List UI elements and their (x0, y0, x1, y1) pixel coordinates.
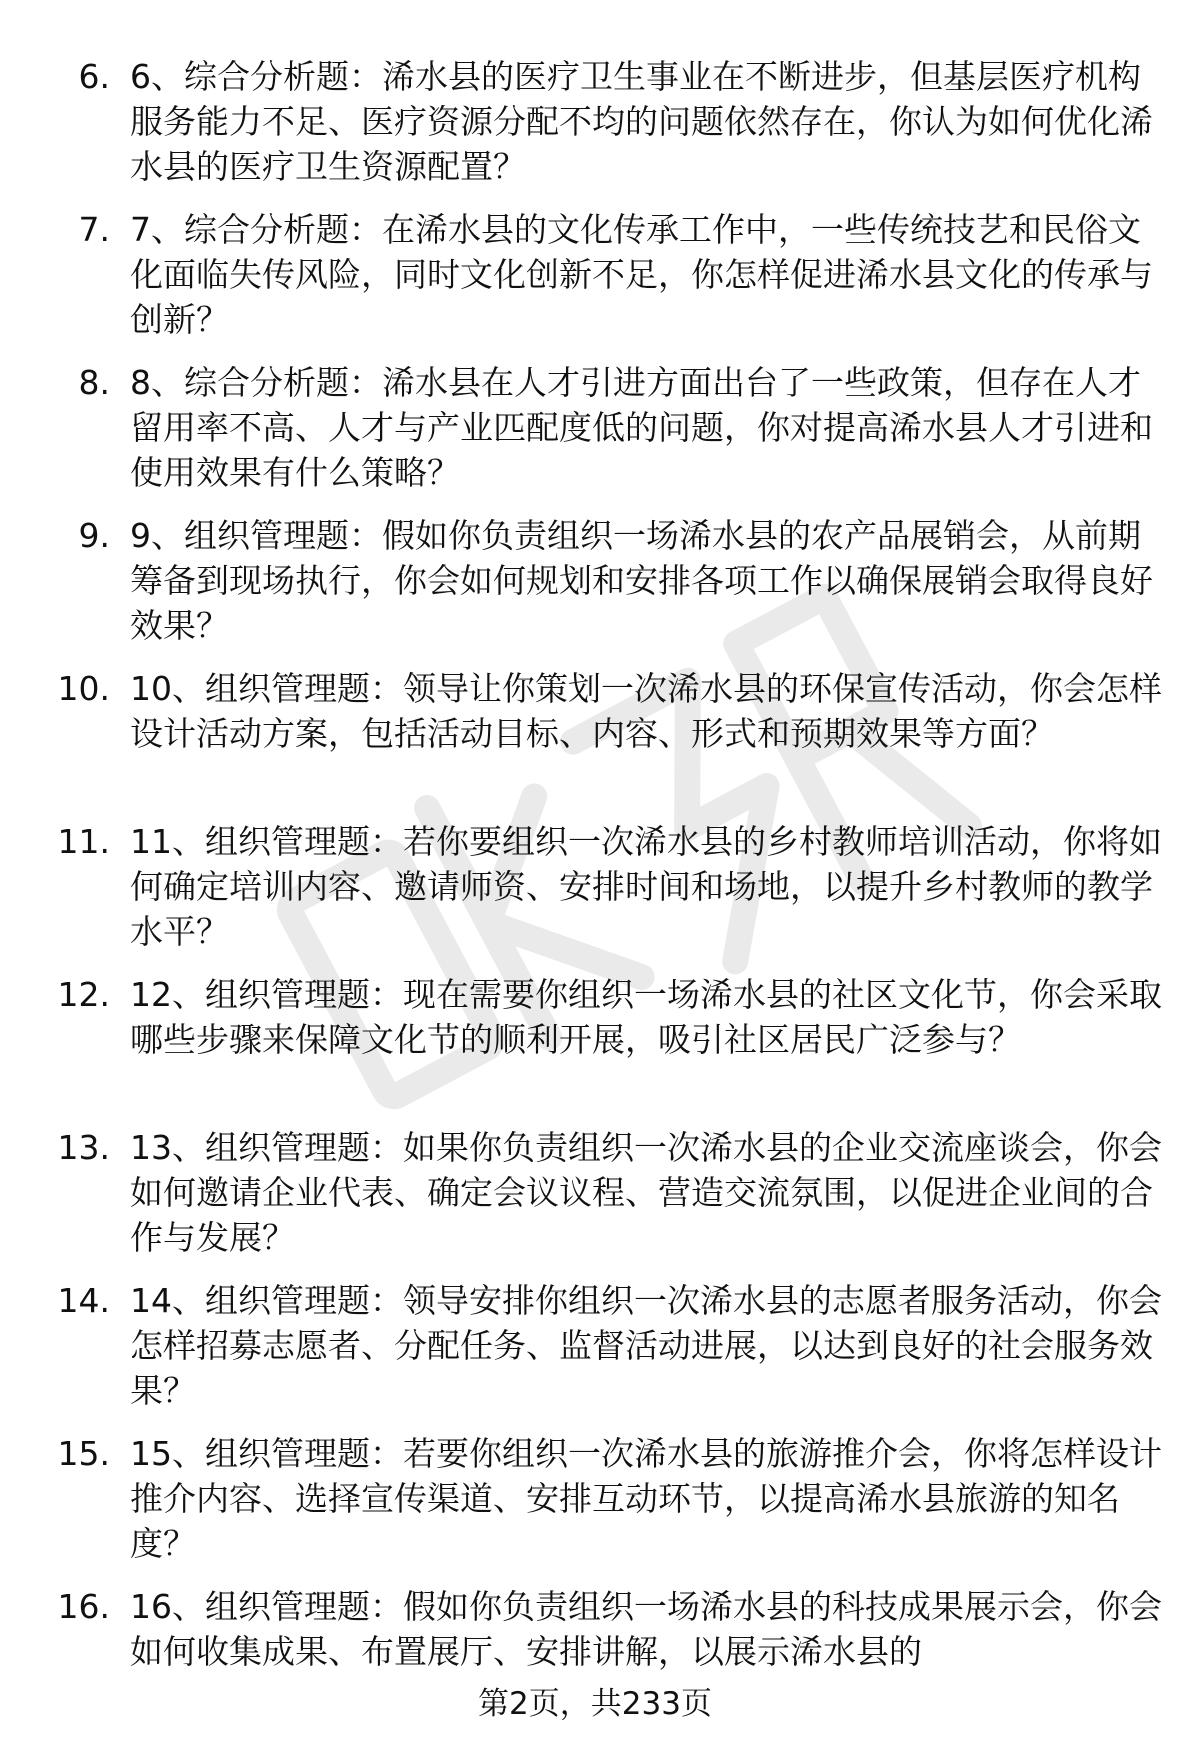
question-item (0, 819, 1190, 972)
question-number: 12. (57, 975, 110, 1014)
question-text: 13、组织管理题：如果你负责组织一次浠水县的企业交流座谈会，你会如何邀请企业代表、确定会议议程、营造交流氛围，以促进企业间的合作与发展？ (130, 1128, 1162, 1257)
page-footer: 第2页，共233页 (478, 1686, 712, 1722)
question-number: 11. (57, 822, 110, 861)
question-item (0, 207, 1190, 360)
question-number: 13. (57, 1128, 110, 1167)
question-text: 12、组织管理题：现在需要你组织一场浠水县的社区文化节，你会采取哪些步骤来保障文化节的顺利开展，吸引社区居民广泛参与？ (130, 975, 1162, 1059)
question-text: 11、组织管理题：若你要组织一次浠水县的乡村教师培训活动，你将如何确定培训内容、邀请师资、安排时间和场地，以提升乡村教师的教学水平？ (130, 822, 1162, 951)
question-text: 6、综合分析题：浠水县的医疗卫生事业在不断进步，但基层医疗机构服务能力不足、医疗资源分配不均的问题依然存在，你认为如何优化浠水县的医疗卫生资源配置？ (130, 57, 1153, 186)
question-text: 15、组织管理题：若要你组织一次浠水县的旅游推介会，你将怎样设计推介内容、选择宣传渠道、安排互动环节，以提高浠水县旅游的知名度？ (130, 1434, 1162, 1563)
question-text: 10、组织管理题：领导让你策划一次浠水县的环保宣传活动，你会怎样设计活动方案，包括活动目标、内容、形式和预期效果等方面？ (130, 669, 1162, 753)
question-text: 14、组织管理题：领导安排你组织一次浠水县的志愿者服务活动，你会怎样招募志愿者、分配任务、监督活动进展，以达到良好的社会服务效果？ (130, 1281, 1162, 1410)
question-number: 6. (78, 57, 110, 96)
question-text: 7、综合分析题：在浠水县的文化传承工作中，一些传统技艺和民俗文化面临失传风险，同时文化创新不足，你怎样促进浠水县文化的传承与创新？ (130, 210, 1153, 339)
question-item (0, 1125, 1190, 1278)
question-item (0, 666, 1190, 819)
question-number: 10. (57, 669, 110, 708)
question-list (0, 54, 1190, 1737)
question-text: 16、组织管理题：假如你负责组织一场浠水县的科技成果展示会，你会如何收集成果、布置展厅、安排讲解，以展示浠水县的 (130, 1587, 1162, 1671)
question-item (0, 1278, 1190, 1431)
question-item (0, 513, 1190, 666)
question-item (0, 54, 1190, 207)
question-text: 9、组织管理题：假如你负责组织一场浠水县的农产品展销会，从前期筹备到现场执行，你会如何规划和安排各项工作以确保展销会取得良好效果？ (130, 516, 1153, 645)
question-number: 9. (78, 516, 110, 555)
question-number: 15. (57, 1434, 110, 1473)
question-item (0, 972, 1190, 1125)
question-text: 8、综合分析题：浠水县在人才引进方面出台了一些政策，但存在人才留用率不高、人才与产业匹配度低的问题，你对提高浠水县人才引进和使用效果有什么策略？ (130, 363, 1153, 492)
question-number: 7. (78, 210, 110, 249)
question-number: 8. (78, 363, 110, 402)
question-item (0, 360, 1190, 513)
question-item (0, 1431, 1190, 1584)
question-number: 16. (57, 1587, 110, 1626)
question-number: 14. (57, 1281, 110, 1320)
